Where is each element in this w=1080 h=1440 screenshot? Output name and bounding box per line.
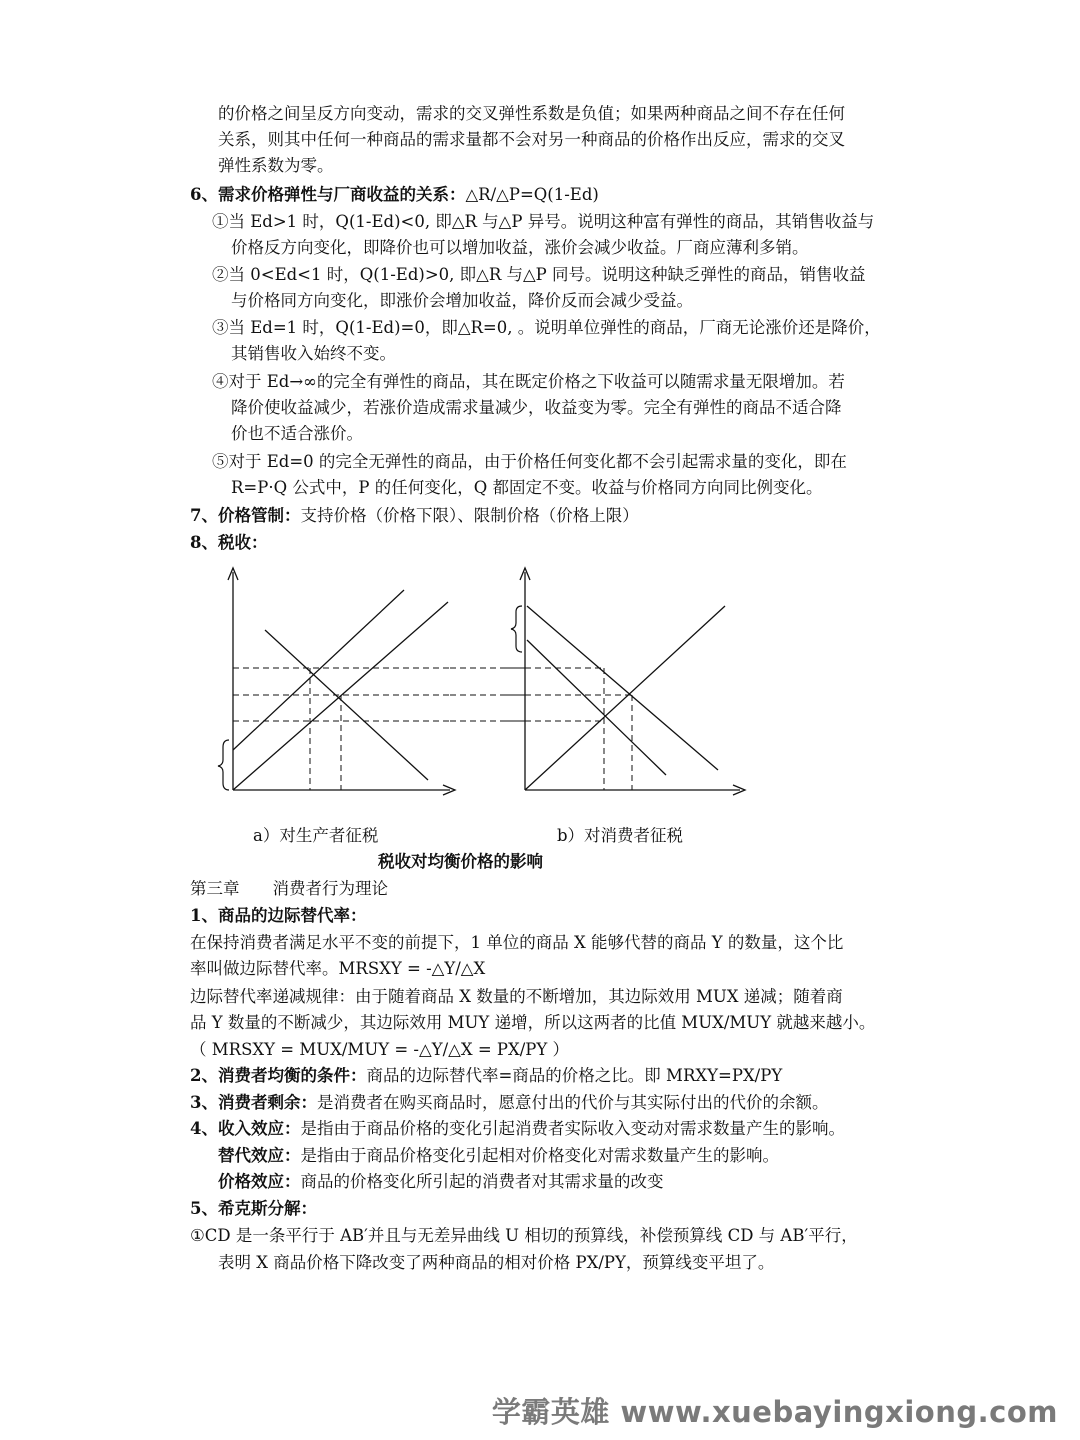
figure-title: 税收对均衡价格的影响 <box>378 852 543 871</box>
caption-a: a）对生产者征税 <box>253 826 379 845</box>
text-line: 率叫做边际替代率。MRSXY = -△Y/△X <box>190 959 486 978</box>
text-line: ②当 0<Ed<1 时，Q(1-Ed)>0, 即△R 与△P 同号。说明这种缺乏弹性的商品，销售收益 <box>212 265 866 284</box>
text-line: （ MRSXY = MUX/MUY = -△Y/△X = PX/PY ） <box>190 1040 570 1059</box>
heading-c1-label: 1、商品的边际替代率： <box>190 906 367 925</box>
text-line: 价格反方向变化，即降价也可以增加收益，涨价会减少收益。厂商应薄利多销。 <box>231 238 809 257</box>
heading-c4-text: 是指由于商品价格的变化引起消费者实际收入变动对需求数量产生的影响。 <box>300 1119 845 1138</box>
heading-c5 <box>190 1196 317 1222</box>
caption-b: b）对消费者征税 <box>557 826 684 845</box>
text-line: 表明 X 商品价格下降改变了两种商品的相对价格 PX/PY，预算线变平坦了。 <box>218 1253 775 1272</box>
heading-c4c <box>218 1169 664 1195</box>
text-line: 与价格同方向变化，即涨价会增加收益，降价反而会减少受益。 <box>231 291 693 310</box>
chapter-title: 第三章 消费者行为理论 <box>190 879 388 898</box>
heading-7-label: 7、价格管制： <box>190 506 301 525</box>
diagram-producer-tax <box>212 560 452 800</box>
heading-c4c-label: 价格效应： <box>218 1172 301 1191</box>
heading-c5-label: 5、希克斯分解： <box>190 1199 317 1218</box>
text-line: ④对于 Ed→∞的完全有弹性的商品，其在既定价格之下收益可以随需求量无限增加。若 <box>212 372 845 391</box>
heading-c4b-text: 是指由于商品价格变化引起相对价格变化对需求数量产生的影响。 <box>300 1146 779 1165</box>
supply-curve <box>525 606 725 790</box>
heading-7-text: 支持价格（价格下限）、限制价格（价格上限） <box>300 506 639 525</box>
heading-c4 <box>190 1116 845 1142</box>
text-line: 价也不适合涨价。 <box>231 424 363 443</box>
heading-c3-text: 是消费者在购买商品时，愿意付出的代价与其实际付出的代价的余额。 <box>316 1093 829 1112</box>
text-line: 降价使收益减少，若涨价造成需求量减少，收益变为零。完全有弹性的商品不适合降 <box>231 398 842 417</box>
demand-curve <box>265 630 428 780</box>
text-line: 边际替代率递减规律：由于随着商品 X 数量的不断增加，其边际效用 MUX 递减；随着商 <box>190 987 843 1006</box>
text-line: R=P·Q 公式中，P 的任何变化，Q 都固定不变。收益与价格同方向同比例变化。 <box>231 478 823 497</box>
heading-6-text: △R/△P=Q(1-Ed) <box>465 185 599 204</box>
text-line: 在保持消费者满足水平不变的前提下，1 单位的商品 X 能够代替的商品 Y 的数量，这个比 <box>190 933 844 952</box>
heading-8 <box>190 530 267 556</box>
heading-6-label: 6、需求价格弹性与厂商收益的关系： <box>190 185 466 204</box>
text-line: 其销售收入始终不变。 <box>231 344 396 363</box>
supply-after-tax <box>233 590 404 750</box>
text-line: 的价格之间呈反方向变动，需求的交叉弹性系数是负值；如果两种商品之间不存在任何 <box>218 104 845 123</box>
tax-brace-icon <box>218 740 229 790</box>
heading-c4-label: 4、收入效应： <box>190 1119 301 1138</box>
heading-c2-label: 2、消费者均衡的条件： <box>190 1066 367 1085</box>
text-line: 弹性系数为零。 <box>218 156 334 175</box>
heading-c3 <box>190 1090 828 1116</box>
heading-c2-text: 商品的边际替代率=商品的价格之比。即 MRXY=PX/PY <box>366 1066 783 1085</box>
text-line: ①当 Ed>1 时，Q(1-Ed)<0, 即△R 与△P 异号。说明这种富有弹性的商品，其销售收益与 <box>212 212 875 231</box>
heading-c1 <box>190 903 366 929</box>
text-line: 关系，则其中任何一种商品的需求量都不会对另一种商品的价格作出反应，需求的交叉 <box>218 130 845 149</box>
text-line: ⑤对于 Ed=0 的完全无弹性的商品，由于价格任何变化都不会引起需求量的变化，即在 <box>212 452 847 471</box>
tax-brace-icon <box>511 606 522 652</box>
demand-curve <box>527 606 718 770</box>
text-line: 品 Y 数量的不断减少，其边际效用 MUY 递增，所以这两者的比值 MUX/MUY 就越来越小。 <box>190 1013 876 1032</box>
heading-c4c-text: 商品的价格变化所引起的消费者对其需求量的改变 <box>300 1172 664 1191</box>
diagram-consumer-tax <box>505 560 755 800</box>
text-line: ①CD 是一条平行于 AB′并且与无差异曲线 U 相切的预算线，补偿预算线 CD 与 AB′平行， <box>190 1226 858 1245</box>
heading-6 <box>190 182 599 208</box>
heading-c3-label: 3、消费者剩余： <box>190 1093 317 1112</box>
text-line: ③当 Ed=1 时，Q(1-Ed)=0，即△R=0, 。说明单位弹性的商品，厂商无论涨价还是降价， <box>212 318 881 337</box>
diagram-bridge-lines <box>450 664 530 724</box>
heading-8-label: 8、税收： <box>190 533 268 552</box>
heading-7 <box>190 503 639 529</box>
heading-c4b-label: 替代效应： <box>218 1146 301 1165</box>
watermark: 学霸英雄 www.xuebayingxiong.com <box>491 1395 1058 1429</box>
heading-c2 <box>190 1063 782 1089</box>
heading-c4b <box>218 1143 779 1169</box>
